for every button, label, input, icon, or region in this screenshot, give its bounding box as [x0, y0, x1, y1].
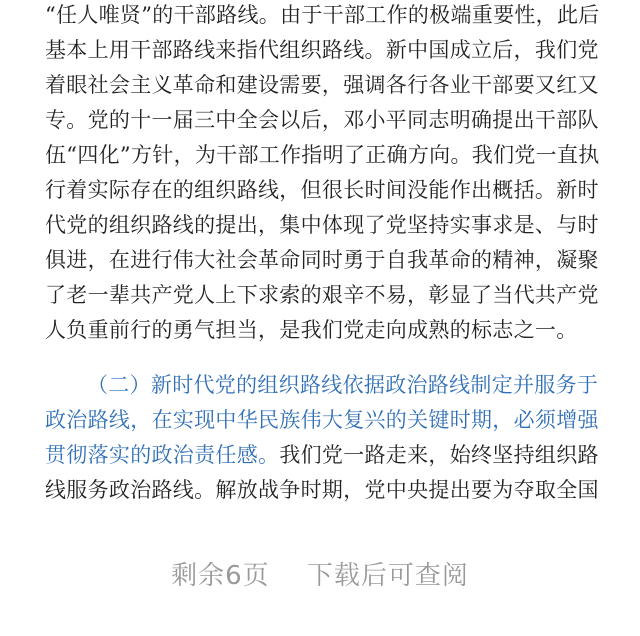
paragraph-line: “任人唯贤”的干部路线。由于干部工作的极端重要性，此后 — [45, 3, 600, 27]
section-heading-line: （二）新时代党的组织路线依据政治路线制定并服务于 — [87, 373, 599, 397]
paragraph-line: 代党的组织路线的提出，集中体现了党坚持实事求是、与时 — [45, 213, 599, 237]
paragraph-line: 行着实际存在的组织路线，但很长时间没能作出概括。新时 — [45, 178, 599, 202]
paragraph-line: 线服务政治路线。解放战争时期，党中央提出要为夺取全国 — [45, 478, 599, 502]
download-to-view-label[interactable]: 下载后可查阅 — [306, 561, 469, 591]
paragraph-line: 俱进，在进行伟大社会革命同时勇于自我革命的精神，凝聚 — [45, 248, 599, 272]
section-heading-line-end: 贯彻落实的政治责任感。 — [45, 443, 280, 467]
mixed-line — [45, 440, 597, 470]
download-prompt[interactable] — [0, 555, 640, 592]
paragraph-line: 人负重前行的勇气担当，是我们党走向成熟的标志之一。 — [45, 318, 578, 342]
paragraph-line: 专。党的十一届三中全会以后，邓小平同志明确提出干部队 — [45, 108, 599, 132]
remaining-pages-label[interactable]: 剩余6页 — [171, 561, 270, 591]
paragraph-line: 基本上用干部路线来指代组织路线。新中国成立后，我们党 — [45, 38, 599, 62]
paragraph-line: 着眼社会主义革命和建设需要，强调各行各业干部要又红又 — [45, 73, 599, 97]
paragraph-line: 了老一辈共产党人上下求索的艰辛不易，彰显了当代共产党 — [45, 283, 599, 307]
paragraph-line: 伍“四化”方针，为干部工作指明了正确方向。我们党一直执 — [45, 143, 600, 167]
section-heading-line: 政治路线，在实现中华民族伟大复兴的关键时期，必须增强 — [45, 408, 599, 432]
paragraph-line-start: 我们党一路走来，始终坚持组织路 — [279, 443, 599, 467]
